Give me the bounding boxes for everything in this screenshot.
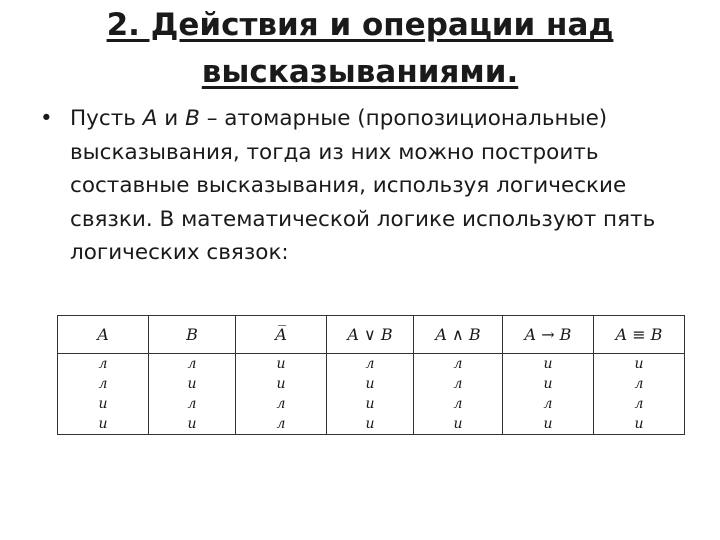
table-cell: и [149, 374, 236, 394]
table-cell: и [503, 374, 594, 394]
header-a-and-b: A ∧ B [414, 316, 503, 354]
table-cell: л [594, 394, 685, 414]
truth-table [57, 315, 685, 435]
body-text-part2: и [157, 106, 186, 131]
table-cell: л [58, 374, 149, 394]
table-cell: л [58, 354, 149, 375]
table-cell: л [594, 374, 685, 394]
table-cell: и [503, 354, 594, 375]
header-a: A [58, 316, 149, 354]
bullet-paragraph [40, 102, 690, 270]
table-cell: л [149, 354, 236, 375]
table-cell: л [414, 354, 503, 375]
table-cell: и [327, 374, 414, 394]
table-cell: и [327, 414, 414, 435]
table-row [58, 394, 685, 414]
header-a-implies-b: A → B [503, 316, 594, 354]
variable-b: В [185, 106, 200, 131]
slide-title-line1: 2. Действия и операции над [106, 7, 614, 43]
table-cell: и [327, 394, 414, 414]
table-cell: л [327, 354, 414, 375]
slide-title-line2: высказываниями. [201, 54, 519, 90]
slide-title [0, 0, 720, 96]
table-row [58, 374, 685, 394]
header-not-a: A̅ [236, 316, 327, 354]
truth-table-header-row [58, 316, 685, 354]
table-cell: и [58, 394, 149, 414]
header-a-equiv-b: A ≡ B [594, 316, 685, 354]
table-cell: и [594, 354, 685, 375]
table-cell: и [149, 414, 236, 435]
body-text-part3: – атомарные (пропозициональные) высказывания, тогда из них можно построить составные высказывания, используя логические связки. В математической логике используют пять логических связок: [70, 106, 656, 265]
table-cell: л [414, 394, 503, 414]
table-row [58, 414, 685, 435]
header-a-or-b: A ∨ B [327, 316, 414, 354]
table-cell: л [414, 374, 503, 394]
body-text-part1: Пусть [70, 106, 143, 131]
table-cell: л [503, 394, 594, 414]
table-cell: л [236, 414, 327, 435]
table-cell: и [58, 414, 149, 435]
table-cell: л [236, 394, 327, 414]
table-cell: и [594, 414, 685, 435]
table-row [58, 354, 685, 375]
bullet-text [70, 102, 690, 270]
header-b: B [149, 316, 236, 354]
table-cell: л [149, 394, 236, 414]
bullet-icon: • [40, 106, 53, 131]
table-cell: и [414, 414, 503, 435]
table-cell: и [236, 354, 327, 375]
table-cell: и [236, 374, 327, 394]
variable-a: А [142, 106, 158, 131]
table-cell: и [503, 414, 594, 435]
